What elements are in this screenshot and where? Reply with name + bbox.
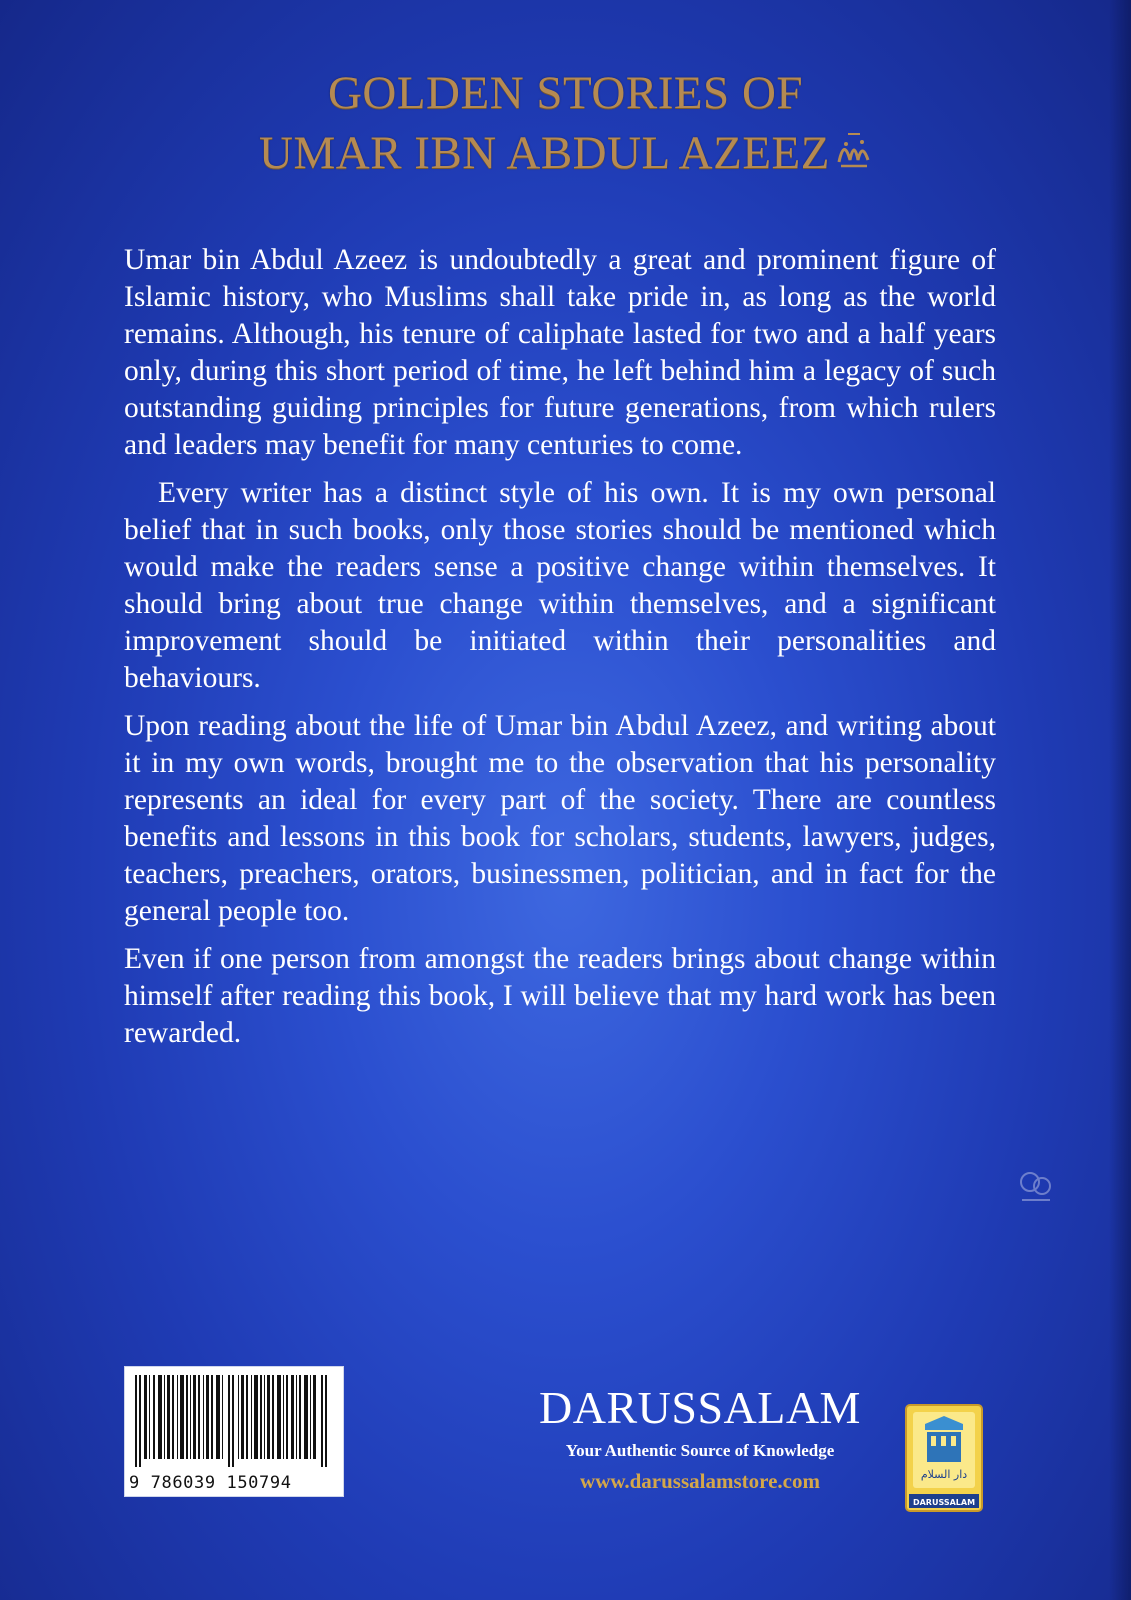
blurb-paragraph-4: Even if one person from amongst the readers brings about change within himself after reading this book, I will believe that my hard work has been rewarded. [124,943,996,1049]
isbn-barcode [124,1366,344,1497]
svg-text:DARUSSALAM: DARUSSALAM [912,1498,976,1507]
honorific-calligraphy-icon [836,130,872,170]
title-line-1-text: GOLDEN STORIES OF [327,67,804,119]
book-title-line-2 [0,127,1131,179]
publisher-name: DARUSSALAM [539,1382,861,1433]
svg-text:دار السلام: دار السلام [920,1468,968,1481]
publisher-block [520,1382,880,1494]
watermark-icon [1016,1168,1056,1204]
blurb-paragraph-2: Every writer has a distinct style of his own. It is my own personal belief that in such books, only those stories should be mentioned which would make the readers sense a positive change within themselves. It should bring about true change within themselves, and a significant improvement should be initiated within their personalities and behaviours. [124,477,996,694]
blurb-paragraph-3: Upon reading about the life of Umar bin Abdul Azeez, and writing about it in my own words, brought me to the observation that his personality represents an ideal for every part of the society. There are countless benefits and lessons in this book for scholars, students, lawyers, judges, teachers, preachers, orators, businessmen, politician, and in fact for the general people too. [124,710,996,927]
darussalam-logo-icon [905,1404,983,1512]
blurb-text [124,242,996,1063]
publisher-tagline: Your Authentic Source of Knowledge [565,1441,835,1460]
book-title-line-1 [0,67,1131,119]
barcode-bars-icon [131,1375,337,1467]
publisher-url: www.darussalamstore.com [580,1469,820,1493]
spine-shadow [1109,0,1131,1600]
isbn-number: 9 786039 150794 [129,1473,292,1493]
blurb-paragraph-1: Umar bin Abdul Azeez is undoubtedly a great and prominent figure of Islamic history, who Muslims shall take pride in, as long as the world remains. Although, his tenure of caliphate lasted for two and a half years only, during this short period of time, he left behind him a legacy of such outstanding guiding principles for future generations, from which rulers and leaders may benefit for many centuries to come. [124,244,996,461]
title-line-2-text: UMAR IBN ABDUL AZEEZ [259,127,830,179]
